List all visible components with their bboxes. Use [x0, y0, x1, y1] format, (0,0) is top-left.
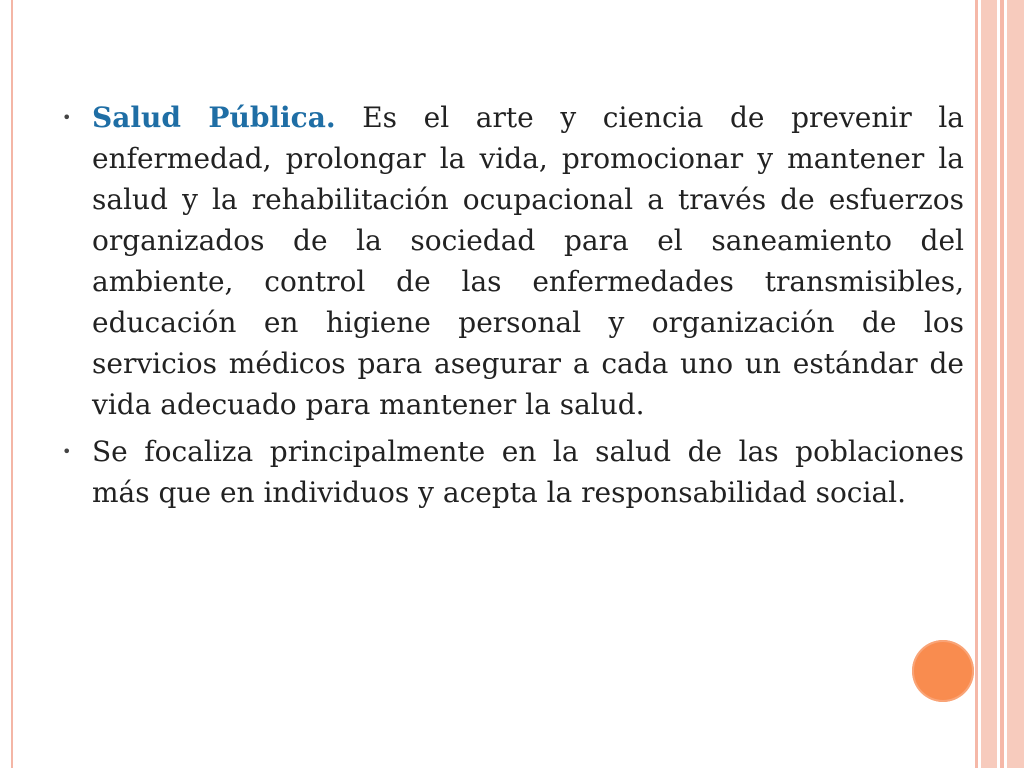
left-border-line: [11, 0, 13, 768]
bullet-list: [62, 97, 964, 513]
bullet-icon: •: [62, 442, 72, 461]
bullet-text: Se focaliza principalmente en la salud de las poblaciones más que en individuos y acepta la responsabilidad social.: [92, 435, 964, 509]
bullet-item-salud-publica: [62, 97, 964, 425]
bullet-text: Es el arte y ciencia de prevenir la enfermedad, prolongar la vida, promocionar y mantener la salud y la rehabilitación ocupacional a través de esfuerzos organizados de la sociedad para el saneamiento del ambiente, control de las enfermedades transmisibles, educación en higiene personal y organización de los servicios médicos para asegurar a cada uno un estándar de vida adecuado para mantener la salud.: [92, 101, 964, 421]
stripe: [1007, 0, 1024, 768]
bullet-item-focaliza: [62, 431, 964, 513]
orange-circle-decoration: [912, 640, 974, 702]
right-decorative-stripes: [975, 0, 1024, 768]
stripe: [1000, 0, 1004, 768]
stripe: [975, 0, 978, 768]
stripe: [981, 0, 997, 768]
bullet-icon: •: [62, 108, 72, 127]
slide-body: [62, 97, 964, 519]
term-label: Salud Pública.: [92, 101, 336, 134]
